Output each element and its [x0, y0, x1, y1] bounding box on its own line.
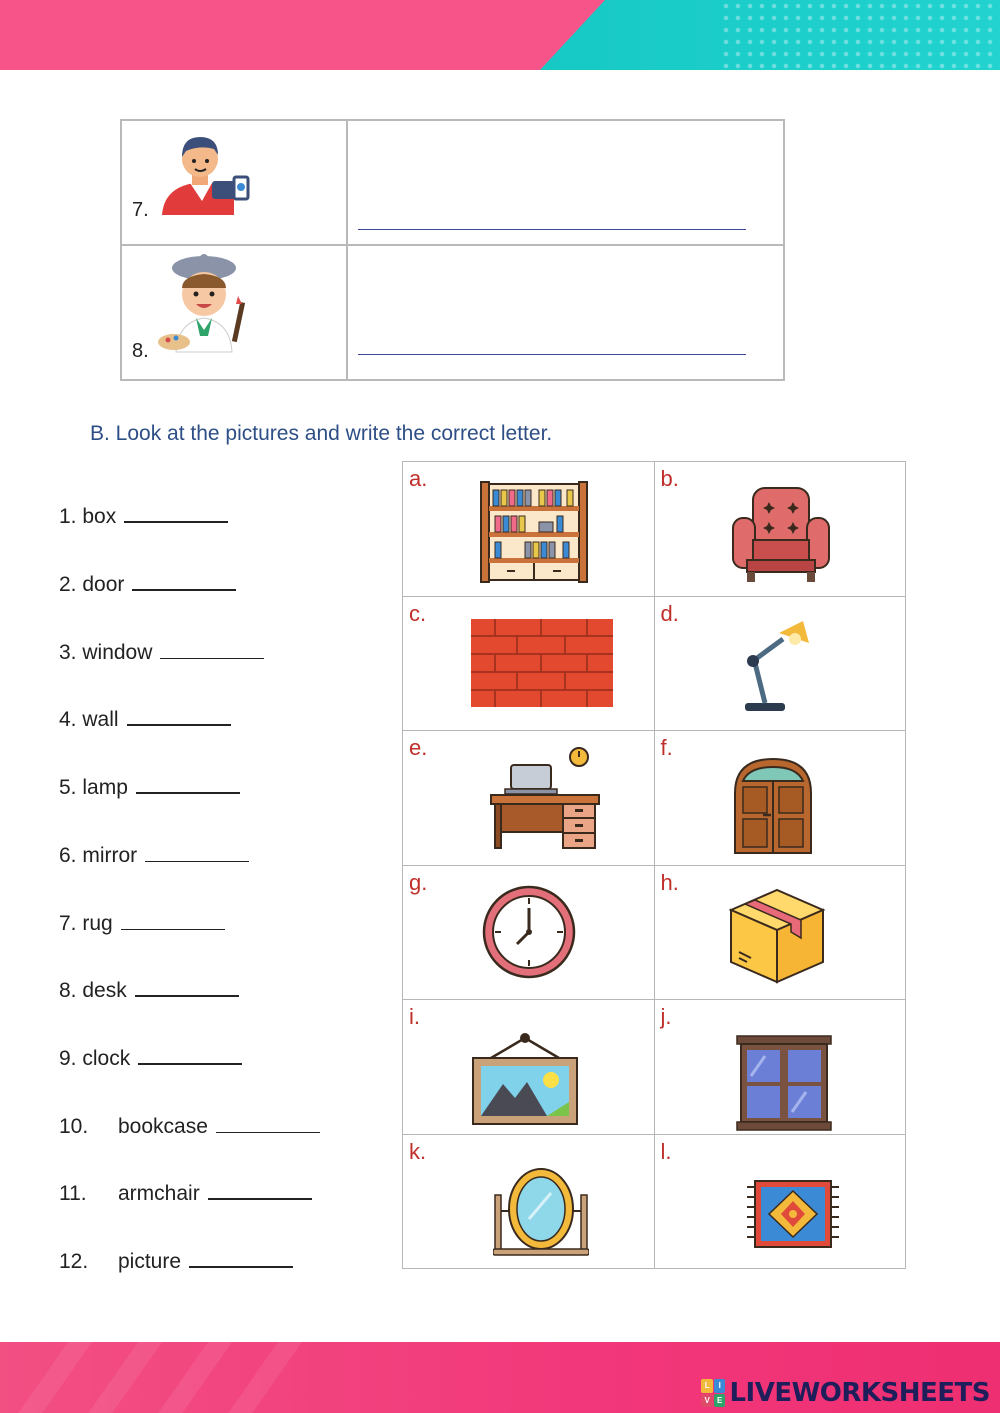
- answer-blank[interactable]: [136, 792, 240, 794]
- answer-blank[interactable]: [121, 929, 225, 930]
- picture-cell-k: [403, 1134, 655, 1269]
- picture-cell-l: [654, 1134, 906, 1269]
- table-row: [403, 596, 906, 731]
- list-item: [59, 979, 239, 1003]
- desk-icon: [489, 745, 601, 851]
- word-number: 3.: [59, 641, 77, 664]
- answer-blank[interactable]: [145, 861, 249, 862]
- picture-cell-g: [403, 865, 655, 1000]
- word-number: 5.: [59, 776, 77, 799]
- picture-cell: [121, 120, 347, 245]
- picture-letter: e.: [409, 735, 428, 760]
- desk-lamp-icon: [733, 617, 813, 713]
- picture-cell-h: [654, 865, 906, 1000]
- word-number: 2.: [59, 573, 77, 596]
- banner-dots: [720, 0, 1000, 70]
- mirror-icon: [493, 1167, 589, 1257]
- word-number: 10.: [59, 1115, 89, 1138]
- list-item: [59, 708, 231, 732]
- table-row: [403, 1134, 906, 1269]
- picture-cell: [121, 245, 347, 380]
- clock-icon: [481, 884, 577, 980]
- word-number: 1.: [59, 505, 77, 528]
- answer-cell[interactable]: [347, 245, 784, 380]
- table-row: [403, 462, 906, 597]
- box-icon: [727, 882, 827, 986]
- rug-icon: [745, 1179, 841, 1249]
- occupations-table: [120, 119, 785, 381]
- videographer-icon: [154, 123, 254, 223]
- word-label: window: [82, 641, 153, 664]
- picture-letter: b.: [660, 466, 679, 491]
- word-label: wall: [82, 708, 119, 731]
- picture-letter: d.: [660, 600, 679, 626]
- section-b-instruction: B. Look at the pictures and write the correct letter.: [90, 422, 553, 445]
- word-label: picture: [118, 1250, 182, 1273]
- banner-stripe: [0, 1342, 106, 1413]
- picture-cell-j: [654, 1000, 906, 1135]
- picture-letter: k.: [409, 1138, 427, 1164]
- brand-text: LIVEWORKSHEETS: [729, 1378, 990, 1408]
- liveworksheets-brand[interactable]: [701, 1378, 990, 1408]
- word-label: bookcase: [118, 1115, 208, 1138]
- painter-icon: [158, 252, 258, 362]
- word-number: 12.: [59, 1250, 89, 1273]
- word-label: armchair: [118, 1182, 200, 1205]
- table-row: [121, 120, 784, 245]
- list-item: [59, 1115, 320, 1139]
- liveworksheets-logo-icon: L I V E: [701, 1379, 725, 1407]
- word-number: 9.: [59, 1047, 77, 1070]
- word-number: 11.: [59, 1182, 87, 1205]
- picture-letter: a.: [409, 466, 428, 491]
- picture-letter: i.: [409, 1004, 420, 1029]
- picture-cell-c: [403, 596, 655, 731]
- picture-frame-icon: [471, 1032, 579, 1128]
- list-item: [59, 505, 228, 529]
- word-label: rug: [82, 912, 113, 935]
- answer-blank[interactable]: [138, 1063, 242, 1065]
- list-item: [59, 1047, 242, 1071]
- item-number: 8.: [132, 340, 149, 362]
- answer-blank[interactable]: [132, 589, 236, 591]
- picture-cell-d: [654, 596, 906, 731]
- word-number: 8.: [59, 979, 77, 1002]
- word-label: clock: [82, 1047, 131, 1070]
- list-item: [59, 641, 264, 665]
- answer-line[interactable]: [358, 354, 746, 355]
- picture-cell-e: [403, 731, 655, 866]
- answer-line[interactable]: [358, 229, 746, 230]
- picture-cell-a: [403, 462, 655, 597]
- answer-blank[interactable]: [135, 995, 239, 997]
- list-item: [59, 912, 225, 936]
- table-row: [403, 731, 906, 866]
- picture-letter: g.: [409, 869, 428, 895]
- answer-blank[interactable]: [127, 724, 231, 726]
- bookcase-icon: [479, 480, 589, 584]
- picture-cell-f: [654, 731, 906, 866]
- table-row: [403, 865, 906, 1000]
- list-item: [59, 1182, 312, 1206]
- picture-letter: j.: [660, 1004, 672, 1029]
- word-number: 7.: [59, 912, 77, 935]
- word-number: 6.: [59, 844, 77, 867]
- answer-blank[interactable]: [189, 1266, 293, 1268]
- answer-blank[interactable]: [124, 521, 228, 523]
- armchair-icon: [731, 484, 831, 584]
- brick-wall-icon: [471, 619, 613, 707]
- word-label: box: [82, 505, 117, 528]
- table-row: [403, 1000, 906, 1135]
- list-item: [59, 844, 249, 868]
- item-number: 7.: [132, 199, 149, 221]
- top-banner: [0, 0, 1000, 70]
- word-label: lamp: [82, 776, 128, 799]
- list-item: [59, 776, 240, 800]
- word-label: door: [82, 573, 125, 596]
- picture-letter: c.: [409, 600, 427, 626]
- word-label: mirror: [82, 844, 138, 867]
- list-item: [59, 1250, 293, 1274]
- picture-cell-i: [403, 1000, 655, 1135]
- list-item: [59, 573, 236, 597]
- answer-blank[interactable]: [160, 658, 264, 659]
- picture-letter: l.: [660, 1138, 672, 1164]
- door-icon: [733, 757, 813, 855]
- picture-cell-b: [654, 462, 906, 597]
- picture-letter: f.: [660, 735, 673, 760]
- answer-blank[interactable]: [208, 1198, 312, 1200]
- word-label: desk: [82, 979, 127, 1002]
- table-row: [121, 245, 784, 380]
- picture-letter: h.: [660, 869, 679, 895]
- answer-cell[interactable]: [347, 120, 784, 245]
- picture-grid: [402, 461, 906, 1269]
- answer-blank[interactable]: [216, 1132, 320, 1133]
- window-icon: [735, 1034, 833, 1132]
- word-number: 4.: [59, 708, 77, 731]
